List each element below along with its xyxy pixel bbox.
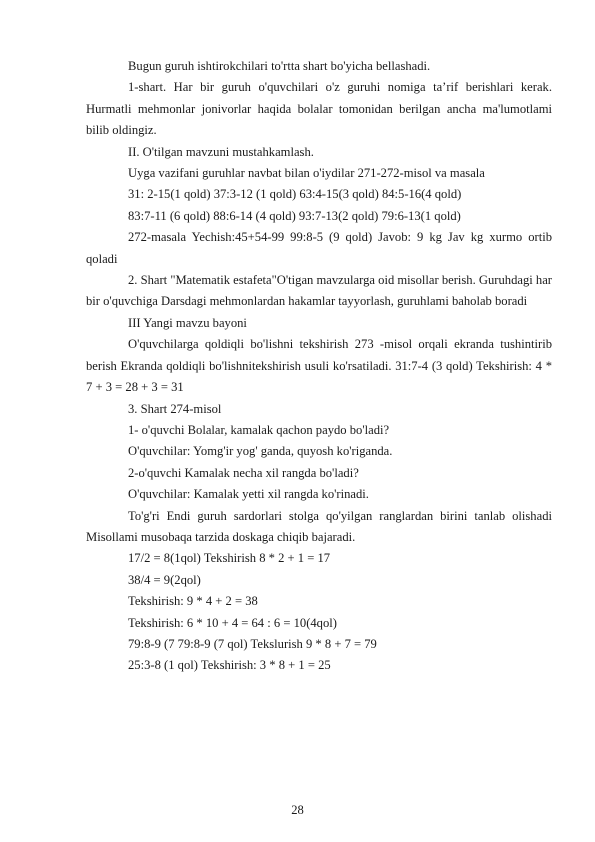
calc-line-1: 17/2 = 8(1qol) Tekshirish 8 * 2 + 1 = 17 — [128, 551, 331, 566]
calc-line-3: Tekshirish: 9 * 4 + 2 = 38 — [128, 594, 258, 609]
page-number: 28 — [291, 803, 304, 817]
section-heading-reinforcement: II. O'tilgan mavzuni mustahkamlash. — [128, 144, 314, 159]
calc-line-5: 79:8-9 (7 79:8-9 (7 qol) Tekslurish 9 * 8 + 7 = 79 — [128, 636, 377, 651]
paragraph-examples-row-1: 31: 2-15(1 qold) 37:3-12 (1 qold) 63:4-15(3 qold) 84:5-16(4 qold) — [128, 187, 462, 202]
paragraph-intro: Bugun guruh ishtirokchilari to'rtta shart bo'yicha bellashadi. — [128, 59, 431, 73]
paragraph-homework: Uyga vazifani guruhlar navbat bilan o'iydilar 271-272-misol va masala — [128, 166, 485, 181]
paragraph-new-topic: O'quvchilarga qoldiqli bo'lishni tekshirish 273 -misol orqali ekranda tushintirib berish Ekranda qoldiqli bo'lishnitekshirish usuli ko'rsatiladi. 31:7-4 (3 qold) Tekshirish: 4 * 7 + 3 = 28 + 3 = 31 — [86, 337, 552, 395]
calc-line-6: 25:3-8 (1 qol) Tekshirish: 3 * 8 + 1 = 25 — [128, 658, 331, 673]
dialogue-line-2: O'quvchilar: Yomg'ir yog' ganda, quyosh ko'riganda. — [128, 444, 393, 459]
paragraph-condition-1: 1-shart. Har bir guruh o'quvchilari o'z guruhi nomiga ta’rif berishlari kerak. Hurmatli mehmonlar jonivorlar haqida bolalar tomonidan berilgan ancha ma'lumotlami bilib oldingiz. — [86, 80, 552, 138]
paragraph-examples-row-2: 83:7-11 (6 qold) 88:6-14 (4 qold) 93:7-13(2 qold) 79:6-13(1 qold) — [128, 208, 461, 223]
paragraph-condition-3: 3. Shart 274-misol — [128, 401, 222, 416]
paragraph-competition: To'g'ri Endi guruh sardorlari stolga qo'yilgan ranglardan birini tanlab olishadi Misollami musobaqa tarzida doskaga chiqib bajaradi. — [86, 508, 552, 544]
paragraph-condition-2: 2. Shart "Matematik estafeta"O'tigan mavzularga oid misollar berish. Guruhdagi har bir o'quvchiga Darsdagi mehmonlardan hakamlar tayyorlash, guruhlami baholab boradi — [86, 273, 552, 309]
calc-line-4: Tekshirish: 6 * 10 + 4 = 64 : 6 = 10(4qol) — [128, 615, 337, 630]
dialogue-line-4: O'quvchilar: Kamalak yetti xil rangda ko'rinadi. — [128, 487, 369, 502]
dialogue-line-3: 2-o'quvchi Kamalak necha xil rangda bo'ladi? — [128, 465, 359, 480]
section-heading-new-topic: III Yangi mavzu bayoni — [128, 315, 247, 330]
calc-line-2: 38/4 = 9(2qol) — [128, 572, 201, 587]
paragraph-problem-272: 272-masala Yechish:45+54-99 99:8-5 (9 qold) Javob: 9 kg Jav kg xurmo ortib qoladi — [86, 230, 552, 266]
dialogue-line-1: 1- o'quvchi Bolalar, kamalak qachon paydo bo'ladi? — [128, 422, 390, 437]
document-page — [86, 56, 552, 677]
